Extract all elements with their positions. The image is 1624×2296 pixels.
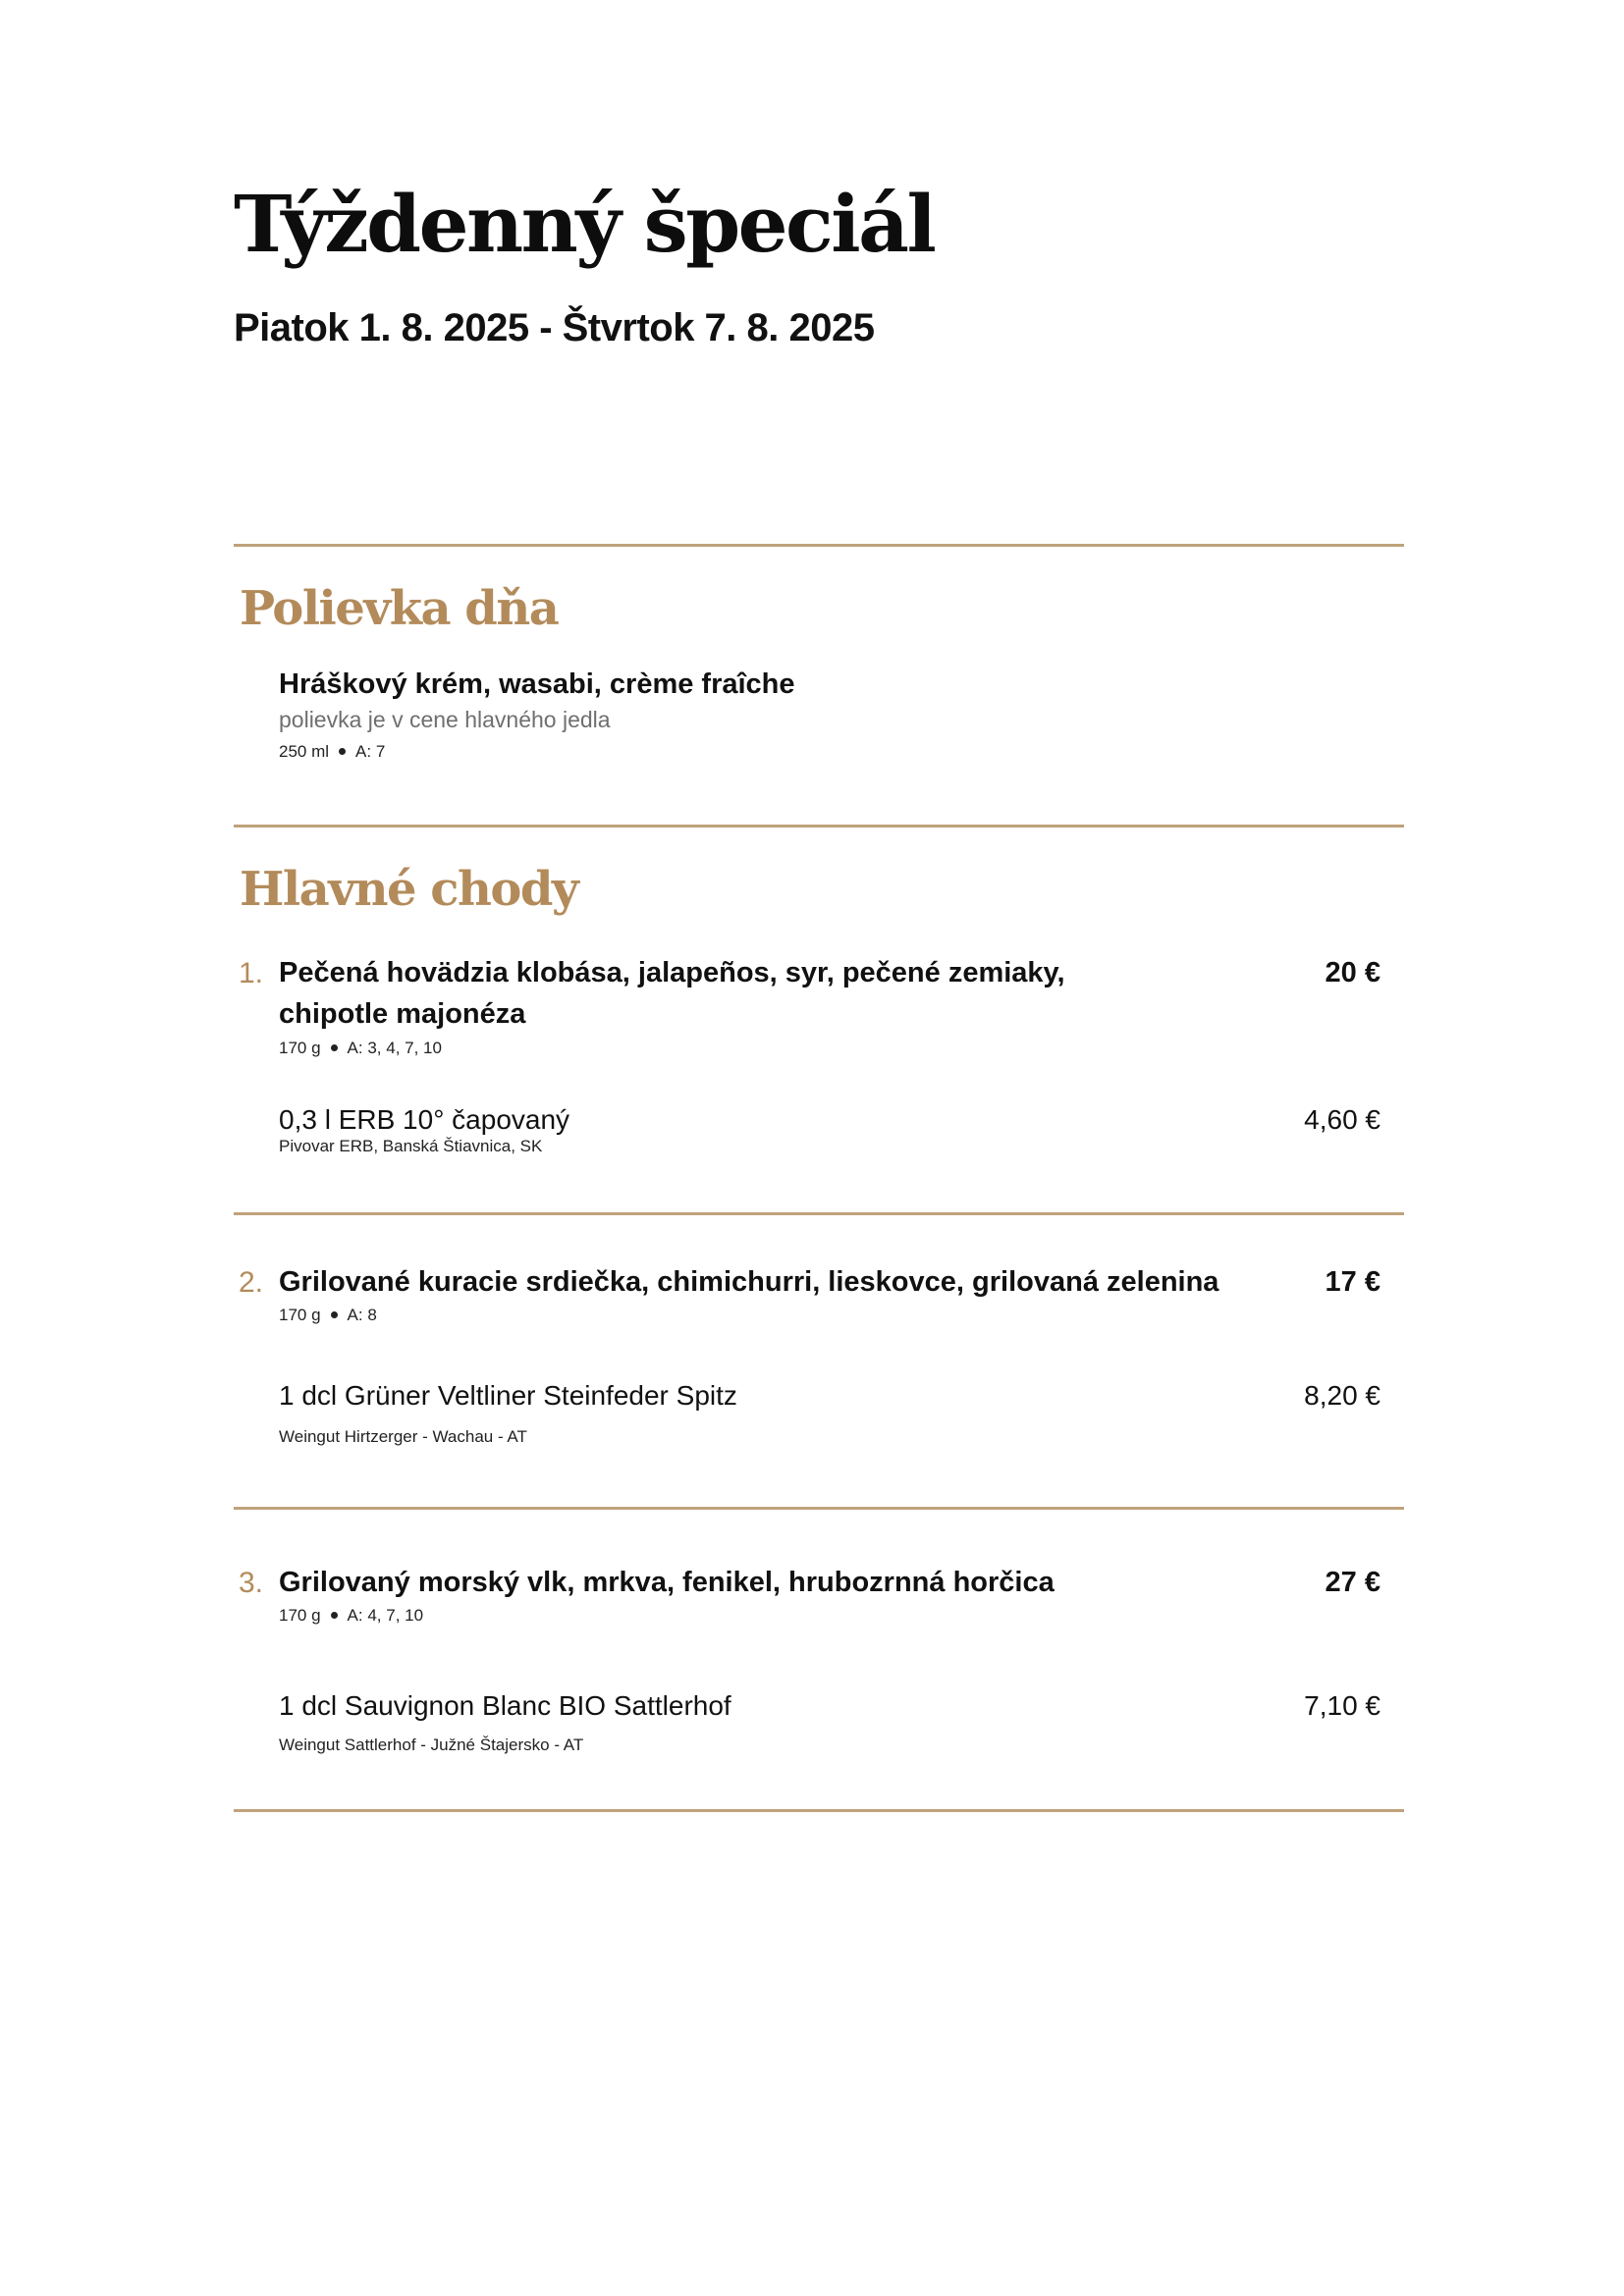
item-name: Grilovaný morský vlk, mrkva, fenikel, hrubozrnná horčica bbox=[279, 1567, 1055, 1598]
item-allergens: A: 4, 7, 10 bbox=[347, 1606, 424, 1625]
item-number: 2. bbox=[239, 1266, 264, 1299]
bullet-icon bbox=[331, 1044, 338, 1051]
divider bbox=[234, 544, 1404, 547]
item-allergens: A: 8 bbox=[347, 1306, 377, 1324]
item-name: Grilované kuracie srdiečka, chimichurri, lieskovce, grilovaná zelenina bbox=[279, 1266, 1219, 1298]
drink-origin: Weingut Hirtzerger - Wachau - AT bbox=[279, 1427, 527, 1446]
item-allergens: A: 3, 4, 7, 10 bbox=[347, 1039, 442, 1057]
drink-price: 8,20 € bbox=[1304, 1380, 1380, 1411]
item-weight: 170 g bbox=[279, 1039, 321, 1057]
divider bbox=[234, 1212, 1404, 1215]
item-price: 20 € bbox=[1325, 957, 1380, 988]
drink-price: 7,10 € bbox=[1304, 1690, 1380, 1721]
soup-weight: 250 ml bbox=[279, 742, 330, 761]
item-name-line2: chipotle majonéza bbox=[279, 998, 526, 1030]
drink-pairing: 1 dcl Sauvignon Blanc BIO Sattlerhof bbox=[279, 1690, 731, 1721]
date-range: Piatok 1. 8. 2025 - Štvrtok 7. 8. 2025 bbox=[234, 306, 875, 349]
soup-description: polievka je v cene hlavného jedla bbox=[279, 707, 611, 732]
item-meta bbox=[279, 1606, 423, 1626]
drink-price: 4,60 € bbox=[1304, 1104, 1380, 1135]
divider bbox=[234, 1507, 1404, 1510]
item-price: 17 € bbox=[1325, 1266, 1380, 1298]
item-name: Pečená hovädzia klobása, jalapeños, syr, pečené zemiaky, bbox=[279, 957, 1065, 988]
item-meta bbox=[279, 1039, 442, 1058]
drink-pairing: 1 dcl Grüner Veltliner Steinfeder Spitz bbox=[279, 1380, 737, 1411]
item-number: 3. bbox=[239, 1567, 264, 1599]
bullet-icon bbox=[331, 1311, 338, 1318]
bullet-icon bbox=[331, 1612, 338, 1619]
bullet-icon bbox=[339, 748, 346, 755]
drink-origin: Pivovar ERB, Banská Štiavnica, SK bbox=[279, 1137, 543, 1155]
section-title-soup: Polievka dňa bbox=[240, 581, 559, 636]
divider bbox=[234, 825, 1404, 828]
divider bbox=[234, 1809, 1404, 1812]
drink-pairing: 0,3 l ERB 10° čapovaný bbox=[279, 1104, 570, 1135]
item-weight: 170 g bbox=[279, 1306, 321, 1324]
item-weight: 170 g bbox=[279, 1606, 321, 1625]
soup-allergens: A: 7 bbox=[355, 742, 386, 761]
item-meta bbox=[279, 1306, 377, 1325]
page-title: Týždenný špeciál bbox=[234, 178, 935, 270]
drink-origin: Weingut Sattlerhof - Južné Štajersko - AT bbox=[279, 1735, 584, 1754]
section-title-mains: Hlavné chody bbox=[240, 862, 578, 917]
item-number: 1. bbox=[239, 957, 264, 989]
soup-name: Hráškový krém, wasabi, crème fraîche bbox=[279, 668, 795, 700]
item-price: 27 € bbox=[1325, 1567, 1380, 1598]
soup-meta bbox=[279, 742, 385, 762]
